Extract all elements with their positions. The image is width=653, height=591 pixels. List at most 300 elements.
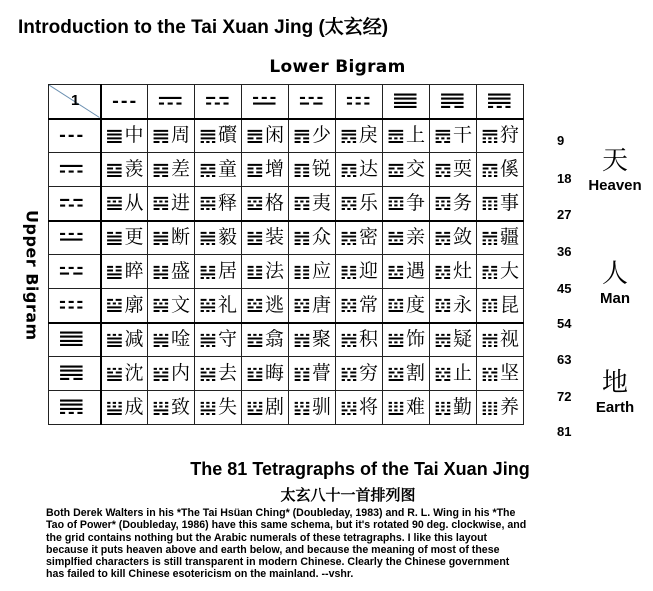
note-line: Tao of Power* (Doubleday, 1986) have this same schema, but it's rotated 90 deg. clockwise, and (46, 519, 527, 532)
tetragraph-character: 疆 (499, 226, 519, 249)
tetragraph-character: 增 (264, 158, 284, 180)
note-line: has failed to kill Chinese esotericism on the mainland. --vshr. (46, 568, 354, 581)
lower-bigram-header (195, 85, 242, 119)
row-number: 18 (557, 171, 572, 186)
tetragraph-character: 逃 (264, 293, 284, 316)
bigram-symbol: 𝌄 (297, 88, 326, 114)
tetragraph-character: 居 (217, 260, 237, 282)
tetragram-icon: 𝌌 (387, 123, 405, 148)
upper-bigram-header (49, 289, 101, 323)
lower-bigram-header (242, 85, 289, 119)
tetragram-icon: 𝌶 (246, 293, 264, 318)
tetragraph-character: 翕 (264, 328, 284, 351)
upper-bigram-header (49, 255, 101, 289)
corner-number: 1 (71, 92, 80, 109)
upper-bigram-header (49, 221, 101, 255)
tetragraph-character: 瞢 (311, 362, 331, 384)
bigram-symbol: 𝌀 (57, 123, 86, 149)
bigram-symbol: 𝌂 (203, 88, 232, 114)
tetragraph-row (49, 391, 524, 425)
tetragraph-character: 失 (217, 396, 237, 418)
tetragraph-character: 盛 (170, 260, 190, 282)
tetragraph-character: 昆 (499, 293, 519, 316)
tetragraph-cell (101, 391, 148, 425)
tetragraph-character: 少 (311, 124, 331, 147)
tetragram-icon: 𝌳 (105, 293, 124, 318)
tetragraph-cell (148, 221, 195, 255)
tetragram-icon: 𝌭 (246, 259, 264, 284)
tetragram-icon: 𝍁 (340, 327, 358, 352)
tetragraph-table (48, 84, 524, 425)
tetragraph-character: 剧 (264, 396, 284, 418)
tetragraph-cell (195, 187, 242, 221)
realm-name: Earth (595, 399, 635, 416)
tetragraph-cell (289, 221, 336, 255)
tetragram-icon: 𝌸 (340, 293, 358, 318)
tetragraph-cell (383, 323, 430, 357)
tetragram-icon: 𝌏 (105, 157, 124, 182)
tetragraph-cell (430, 153, 477, 187)
tetragram-icon: 𝍀 (293, 327, 311, 352)
tetragram-icon: 𝌴 (152, 293, 170, 318)
tetragraph-character: 致 (170, 396, 190, 418)
tetragram-icon: 𝌥 (293, 225, 311, 250)
tetragram-icon: 𝍍 (481, 361, 499, 386)
upper-bigram-label: Upper Bigram (22, 209, 42, 341)
tetragraph-cell (148, 187, 195, 221)
tetragram-icon: 𝌰 (387, 259, 405, 284)
tetragraph-cell (195, 391, 242, 425)
tetragram-icon: 𝌡 (105, 225, 124, 250)
tetragram-icon: 𝍊 (340, 361, 358, 386)
tetragraph-character: 礼 (217, 293, 237, 316)
tetragraph-character: 更 (124, 226, 144, 249)
tetragraph-cell (242, 289, 289, 323)
tetragram-icon: 𝌔 (340, 157, 358, 182)
tetragraph-character: 傒 (499, 158, 519, 180)
tetragram-icon: 𝌎 (481, 123, 499, 148)
tetragraph-character: 亲 (405, 226, 425, 249)
upper-bigram-header (49, 153, 101, 187)
tetragraph-character: 务 (452, 191, 472, 214)
tetragram-icon: 𝌮 (293, 259, 311, 284)
lower-bigram-header (148, 85, 195, 119)
tetragram-icon: 𝌺 (434, 293, 452, 318)
tetragram-icon: 𝍎 (105, 395, 124, 420)
tetragraph-cell (430, 357, 477, 391)
tetragram-icon: 𝍒 (293, 395, 311, 420)
tetragraph-cell (195, 289, 242, 323)
tetragraph-cell (289, 289, 336, 323)
tetragraph-character: 进 (170, 191, 190, 214)
tetragraph-cell (101, 357, 148, 391)
realm-label (580, 253, 650, 307)
tetragraph-cell (289, 255, 336, 289)
tetragram-icon: 𝌩 (481, 225, 499, 250)
tetragraph-character: 遇 (405, 260, 425, 282)
bigram-symbol: 𝌀 (109, 88, 138, 114)
tetragram-icon: 𝌒 (246, 157, 264, 182)
tetragraph-row (49, 323, 524, 357)
tetragraph-cell (383, 221, 430, 255)
tetragraph-character: 常 (358, 293, 378, 316)
tetragraph-cell (383, 357, 430, 391)
tetragraph-cell (336, 153, 383, 187)
tetragraph-cell (195, 221, 242, 255)
upper-bigram-header (49, 391, 101, 425)
caption-title: The 81 Tetragraphs of the Tai Xuan Jing (190, 459, 530, 479)
tetragraph-cell (383, 119, 430, 153)
realm-name: Heaven (588, 177, 642, 194)
tetragram-icon: 𝌚 (199, 191, 217, 216)
tetragram-icon: 𝌠 (481, 191, 499, 216)
tetragraph-cell (242, 153, 289, 187)
tetragraph-cell (242, 357, 289, 391)
row-number: 36 (557, 244, 572, 259)
bigram-symbol: 𝌃 (250, 88, 279, 114)
tetragram-icon: 𝍓 (340, 395, 358, 420)
tetragraph-character: 戾 (358, 124, 378, 147)
tetragraph-row (49, 357, 524, 391)
tetragram-icon: 𝍌 (434, 361, 452, 386)
tetragraph-character: 格 (264, 191, 284, 214)
lower-bigram-header (383, 85, 430, 119)
realm-character: 地 (601, 368, 628, 398)
row-number: 63 (557, 352, 572, 367)
tetragram-icon: 𝍐 (199, 395, 217, 420)
tetragram-icon: 𝌇 (152, 123, 170, 148)
tetragram-icon: 𝌱 (434, 259, 452, 284)
tetragraph-character: 廓 (124, 293, 144, 316)
realm-character: 人 (601, 259, 628, 289)
tetragraph-cell (101, 187, 148, 221)
tetragram-icon: 𝌲 (481, 259, 499, 284)
tetragraph-character: 周 (170, 124, 190, 147)
bigram-symbol: 𝌆 (391, 88, 420, 114)
tetragraph-cell (383, 187, 430, 221)
tetragraph-cell (430, 391, 477, 425)
row-number: 54 (557, 316, 572, 331)
tetragraph-row (49, 119, 524, 153)
tetragraph-cell (148, 323, 195, 357)
upper-bigram-header (49, 119, 101, 153)
tetragraph-character: 晦 (264, 362, 284, 384)
tetragraph-cell (477, 391, 524, 425)
realm-character: 天 (601, 146, 628, 176)
tetragraph-cell (289, 187, 336, 221)
tetragram-icon: 𝍆 (152, 361, 170, 386)
tetragram-icon: 𝌨 (434, 225, 452, 250)
tetragraph-character: 视 (499, 328, 519, 351)
tetragraph-character: 狩 (499, 124, 519, 147)
tetragraph-character: 将 (358, 396, 378, 418)
tetragraph-character: 积 (358, 328, 378, 351)
tetragraph-character: 童 (217, 158, 237, 180)
tetragram-icon: 𝌉 (246, 123, 264, 148)
tetragram-icon: 𝍇 (199, 361, 217, 386)
tetragraph-cell (289, 391, 336, 425)
tetragram-icon: 𝌙 (152, 191, 170, 216)
tetragram-icon: 𝌻 (481, 293, 499, 318)
note-line: because it puts heaven above and earth below, and because the meaning of most of these (46, 543, 500, 556)
tetragraph-character: 释 (217, 191, 237, 214)
tetragraph-cell (477, 255, 524, 289)
tetragraph-cell (430, 221, 477, 255)
note-line: simplfied characters is still transparent in modern Chinese. Clearly the Chinese government (46, 556, 510, 569)
realm-name: Man (600, 290, 630, 307)
tetragraph-cell (195, 357, 242, 391)
tetragram-icon: 𝌿 (246, 327, 264, 352)
tetragraph-cell (242, 187, 289, 221)
caption-chinese: 太玄八十一首排列图 (280, 486, 416, 504)
tetragram-icon: 𝌘 (105, 191, 124, 216)
tetragraph-cell (148, 255, 195, 289)
tetragraph-character: 中 (124, 124, 144, 147)
tetragram-icon: 𝌵 (199, 293, 217, 318)
tetragraph-cell (430, 255, 477, 289)
lower-bigram-header (101, 85, 148, 119)
tetragram-icon: 𝌓 (293, 157, 311, 182)
realm-label (580, 140, 650, 194)
tetragraph-cell (148, 391, 195, 425)
note-line: the grid contains nothing but the Arabic numerals of these tetragraphs. I like this layout (46, 531, 488, 544)
tetragram-icon: 𝌷 (293, 293, 311, 318)
tetragraph-cell (477, 221, 524, 255)
tetragraph-cell (242, 119, 289, 153)
tetragraph-cell (430, 119, 477, 153)
tetragraph-character: 羡 (124, 158, 144, 180)
tetragraph-cell (242, 221, 289, 255)
tetragraph-cell (477, 357, 524, 391)
tetragraph-character: 敛 (452, 226, 472, 249)
tetragraph-character: 迎 (358, 260, 378, 282)
tetragraph-character: 上 (405, 124, 425, 147)
bigram-symbol: 𝌁 (156, 88, 185, 114)
tetragram-icon: 𝌑 (199, 157, 217, 182)
tetragram-icon: 𝌞 (387, 191, 405, 216)
tetragram-icon: 𝌢 (152, 225, 170, 250)
tetragraph-character: 争 (405, 191, 425, 214)
tetragraph-character: 唐 (311, 293, 331, 316)
tetragram-icon: 𝍋 (387, 361, 405, 386)
tetragraph-character: 止 (452, 362, 472, 384)
tetragram-icon: 𝍄 (481, 327, 499, 352)
tetragraph-character: 乐 (358, 191, 378, 214)
tetragram-icon: 𝍃 (434, 327, 452, 352)
tetragraph-character: 礥 (217, 124, 237, 147)
tetragram-icon: 𝍔 (387, 395, 405, 420)
tetragram-icon: 𝍕 (434, 395, 452, 420)
tetragram-icon: 𝌛 (246, 191, 264, 216)
tetragraph-character: 灶 (452, 260, 472, 282)
lower-bigram-header (289, 85, 336, 119)
tetragraph-character: 沈 (124, 362, 144, 384)
tetragraph-cell (289, 119, 336, 153)
tetragraph-cell (336, 357, 383, 391)
tetragram-icon: 𝌦 (340, 225, 358, 250)
tetragraph-character: 驯 (311, 396, 331, 418)
tetragram-icon: 𝌪 (105, 259, 124, 284)
tetragraph-cell (289, 323, 336, 357)
bigram-symbol: 𝌇 (438, 88, 467, 114)
tetragram-icon: 𝌾 (199, 327, 217, 352)
tetragraph-cell (336, 255, 383, 289)
author-note (46, 507, 646, 581)
tetragraph-character: 难 (405, 396, 425, 418)
bigram-symbol: 𝌅 (344, 88, 373, 114)
tetragram-icon: 𝌖 (434, 157, 452, 182)
tetragraph-cell (336, 221, 383, 255)
tetragram-icon: 𝌫 (152, 259, 170, 284)
tetragraph-character: 疑 (452, 328, 472, 351)
lower-bigram-label: Lower Bigram (269, 57, 406, 77)
tetragraph-cell (383, 153, 430, 187)
row-number: 72 (557, 389, 572, 404)
tetragram-icon: 𝌤 (246, 225, 264, 250)
tetragraph-cell (242, 323, 289, 357)
tetragraph-character: 内 (170, 362, 190, 384)
tetragraph-character: 达 (358, 158, 378, 180)
tetragraph-cell (195, 323, 242, 357)
page-title: Introduction to the Tai Xuan Jing (太玄经) (18, 17, 389, 38)
tetragraph-row (49, 187, 524, 221)
tetragram-icon: 𝌋 (340, 123, 358, 148)
bigram-symbol: 𝌈 (485, 88, 514, 114)
tetragram-icon: 𝌆 (105, 123, 124, 148)
tetragram-icon: 𝍏 (152, 395, 170, 420)
tetragraph-character: 密 (358, 226, 378, 249)
tetragraph-cell (242, 255, 289, 289)
tetragraph-character: 饰 (405, 328, 425, 351)
tetragram-icon: 𝌧 (387, 225, 405, 250)
tetragraph-character: 断 (170, 226, 190, 249)
bigram-symbol: 𝌈 (57, 395, 86, 420)
tetragraph-character: 割 (405, 362, 425, 384)
lower-bigram-header (477, 85, 524, 119)
tetragraph-character: 永 (452, 293, 472, 316)
tetragram-icon: 𝌣 (199, 225, 217, 250)
note-line: Both Derek Walters in his *The Tai Hsüan Ching* (Doubleday, 1983) and R. L. Wing in his *The (46, 507, 516, 519)
upper-bigram-header (49, 323, 101, 357)
row-number: 81 (557, 424, 572, 439)
tetragraph-cell (336, 187, 383, 221)
tetragraph-cell (101, 255, 148, 289)
tetragram-icon: 𝍅 (105, 361, 124, 386)
tetragram-icon: 𝌐 (152, 157, 170, 182)
tetragraph-cell (148, 289, 195, 323)
tetragram-icon: 𝌈 (199, 123, 217, 148)
realm-label (580, 362, 650, 416)
tetragraph-cell (430, 289, 477, 323)
tetragraph-cell (477, 153, 524, 187)
tetragraph-character: 文 (170, 293, 190, 316)
tetragram-icon: 𝌕 (387, 157, 405, 182)
row-number: 45 (557, 281, 572, 296)
tetragraph-cell (336, 289, 383, 323)
upper-bigram-header (49, 187, 101, 221)
tetragraph-character: 大 (499, 260, 519, 282)
tetragram-icon: 𝌯 (340, 259, 358, 284)
tetragraph-cell (477, 323, 524, 357)
bigram-symbol: 𝌆 (57, 327, 86, 353)
tetragraph-cell (195, 119, 242, 153)
tetragram-icon: 𝌝 (340, 191, 358, 216)
tetragraph-row (49, 153, 524, 187)
tetragraph-character: 勤 (452, 396, 472, 418)
tetragraph-cell (477, 289, 524, 323)
tetragraph-grid (48, 84, 524, 425)
tetragraph-cell (148, 153, 195, 187)
tetragram-icon: 𝍂 (387, 327, 405, 352)
tetragram-icon: 𝍉 (293, 361, 311, 386)
tetragraph-character: 差 (170, 158, 190, 180)
bigram-symbol: 𝌄 (57, 259, 86, 284)
tetragraph-cell (383, 255, 430, 289)
tetragraph-row (49, 255, 524, 289)
tetragraph-character: 装 (264, 226, 284, 249)
tetragraph-cell (148, 357, 195, 391)
tetragraph-character: 养 (499, 396, 519, 418)
tetragram-icon: 𝌹 (387, 293, 405, 318)
tetragraph-row (49, 289, 524, 323)
tetragraph-cell (148, 119, 195, 153)
tetragram-icon: 𝌗 (481, 157, 499, 182)
tetragraph-character: 从 (124, 191, 144, 214)
tetragraph-character: 锐 (311, 158, 331, 180)
tetragraph-cell (101, 323, 148, 357)
tetragraph-cell (383, 391, 430, 425)
tetragraph-cell (289, 153, 336, 187)
tetragraph-character: 唫 (170, 328, 190, 351)
tetragraph-character: 度 (405, 293, 425, 316)
tetragram-icon: 𝌬 (199, 259, 217, 284)
tetragraph-character: 聚 (311, 328, 331, 351)
tetragraph-cell (383, 289, 430, 323)
tetragraph-character: 事 (499, 191, 519, 214)
tetragraph-character: 众 (311, 226, 331, 249)
tetragram-icon: 𝍖 (481, 395, 499, 420)
row-number: 27 (557, 207, 572, 222)
tetragraph-cell (101, 119, 148, 153)
bigram-symbol: 𝌁 (57, 157, 86, 182)
tetragram-icon: 𝌍 (434, 123, 452, 148)
tetragraph-character: 交 (405, 158, 425, 180)
grid-corner (49, 85, 101, 119)
tetragraph-cell (195, 153, 242, 187)
tetragraph-character: 法 (264, 260, 284, 282)
tetragraph-character: 守 (217, 328, 237, 351)
tetragraph-cell (430, 323, 477, 357)
tetragraph-character: 穷 (358, 362, 378, 384)
tetragraph-character: 闲 (264, 124, 284, 147)
tetragraph-cell (336, 323, 383, 357)
tetragraph-row (49, 221, 524, 255)
tetragram-icon: 𝌊 (293, 123, 311, 148)
tetragram-icon: 𝍈 (246, 361, 264, 386)
tetragraph-cell (101, 221, 148, 255)
tetragraph-cell (430, 187, 477, 221)
tetragraph-character: 成 (124, 396, 144, 418)
tetragram-icon: 𝌜 (293, 191, 311, 216)
tetragraph-character: 夷 (311, 191, 331, 214)
tetragram-icon: 𝍑 (246, 395, 264, 420)
lower-bigram-header (336, 85, 383, 119)
tetragraph-character: 去 (217, 362, 237, 384)
tetragraph-character: 耎 (452, 158, 472, 180)
tetragraph-cell (477, 187, 524, 221)
bigram-symbol: 𝌃 (57, 225, 86, 251)
tetragraph-character: 减 (124, 328, 144, 351)
